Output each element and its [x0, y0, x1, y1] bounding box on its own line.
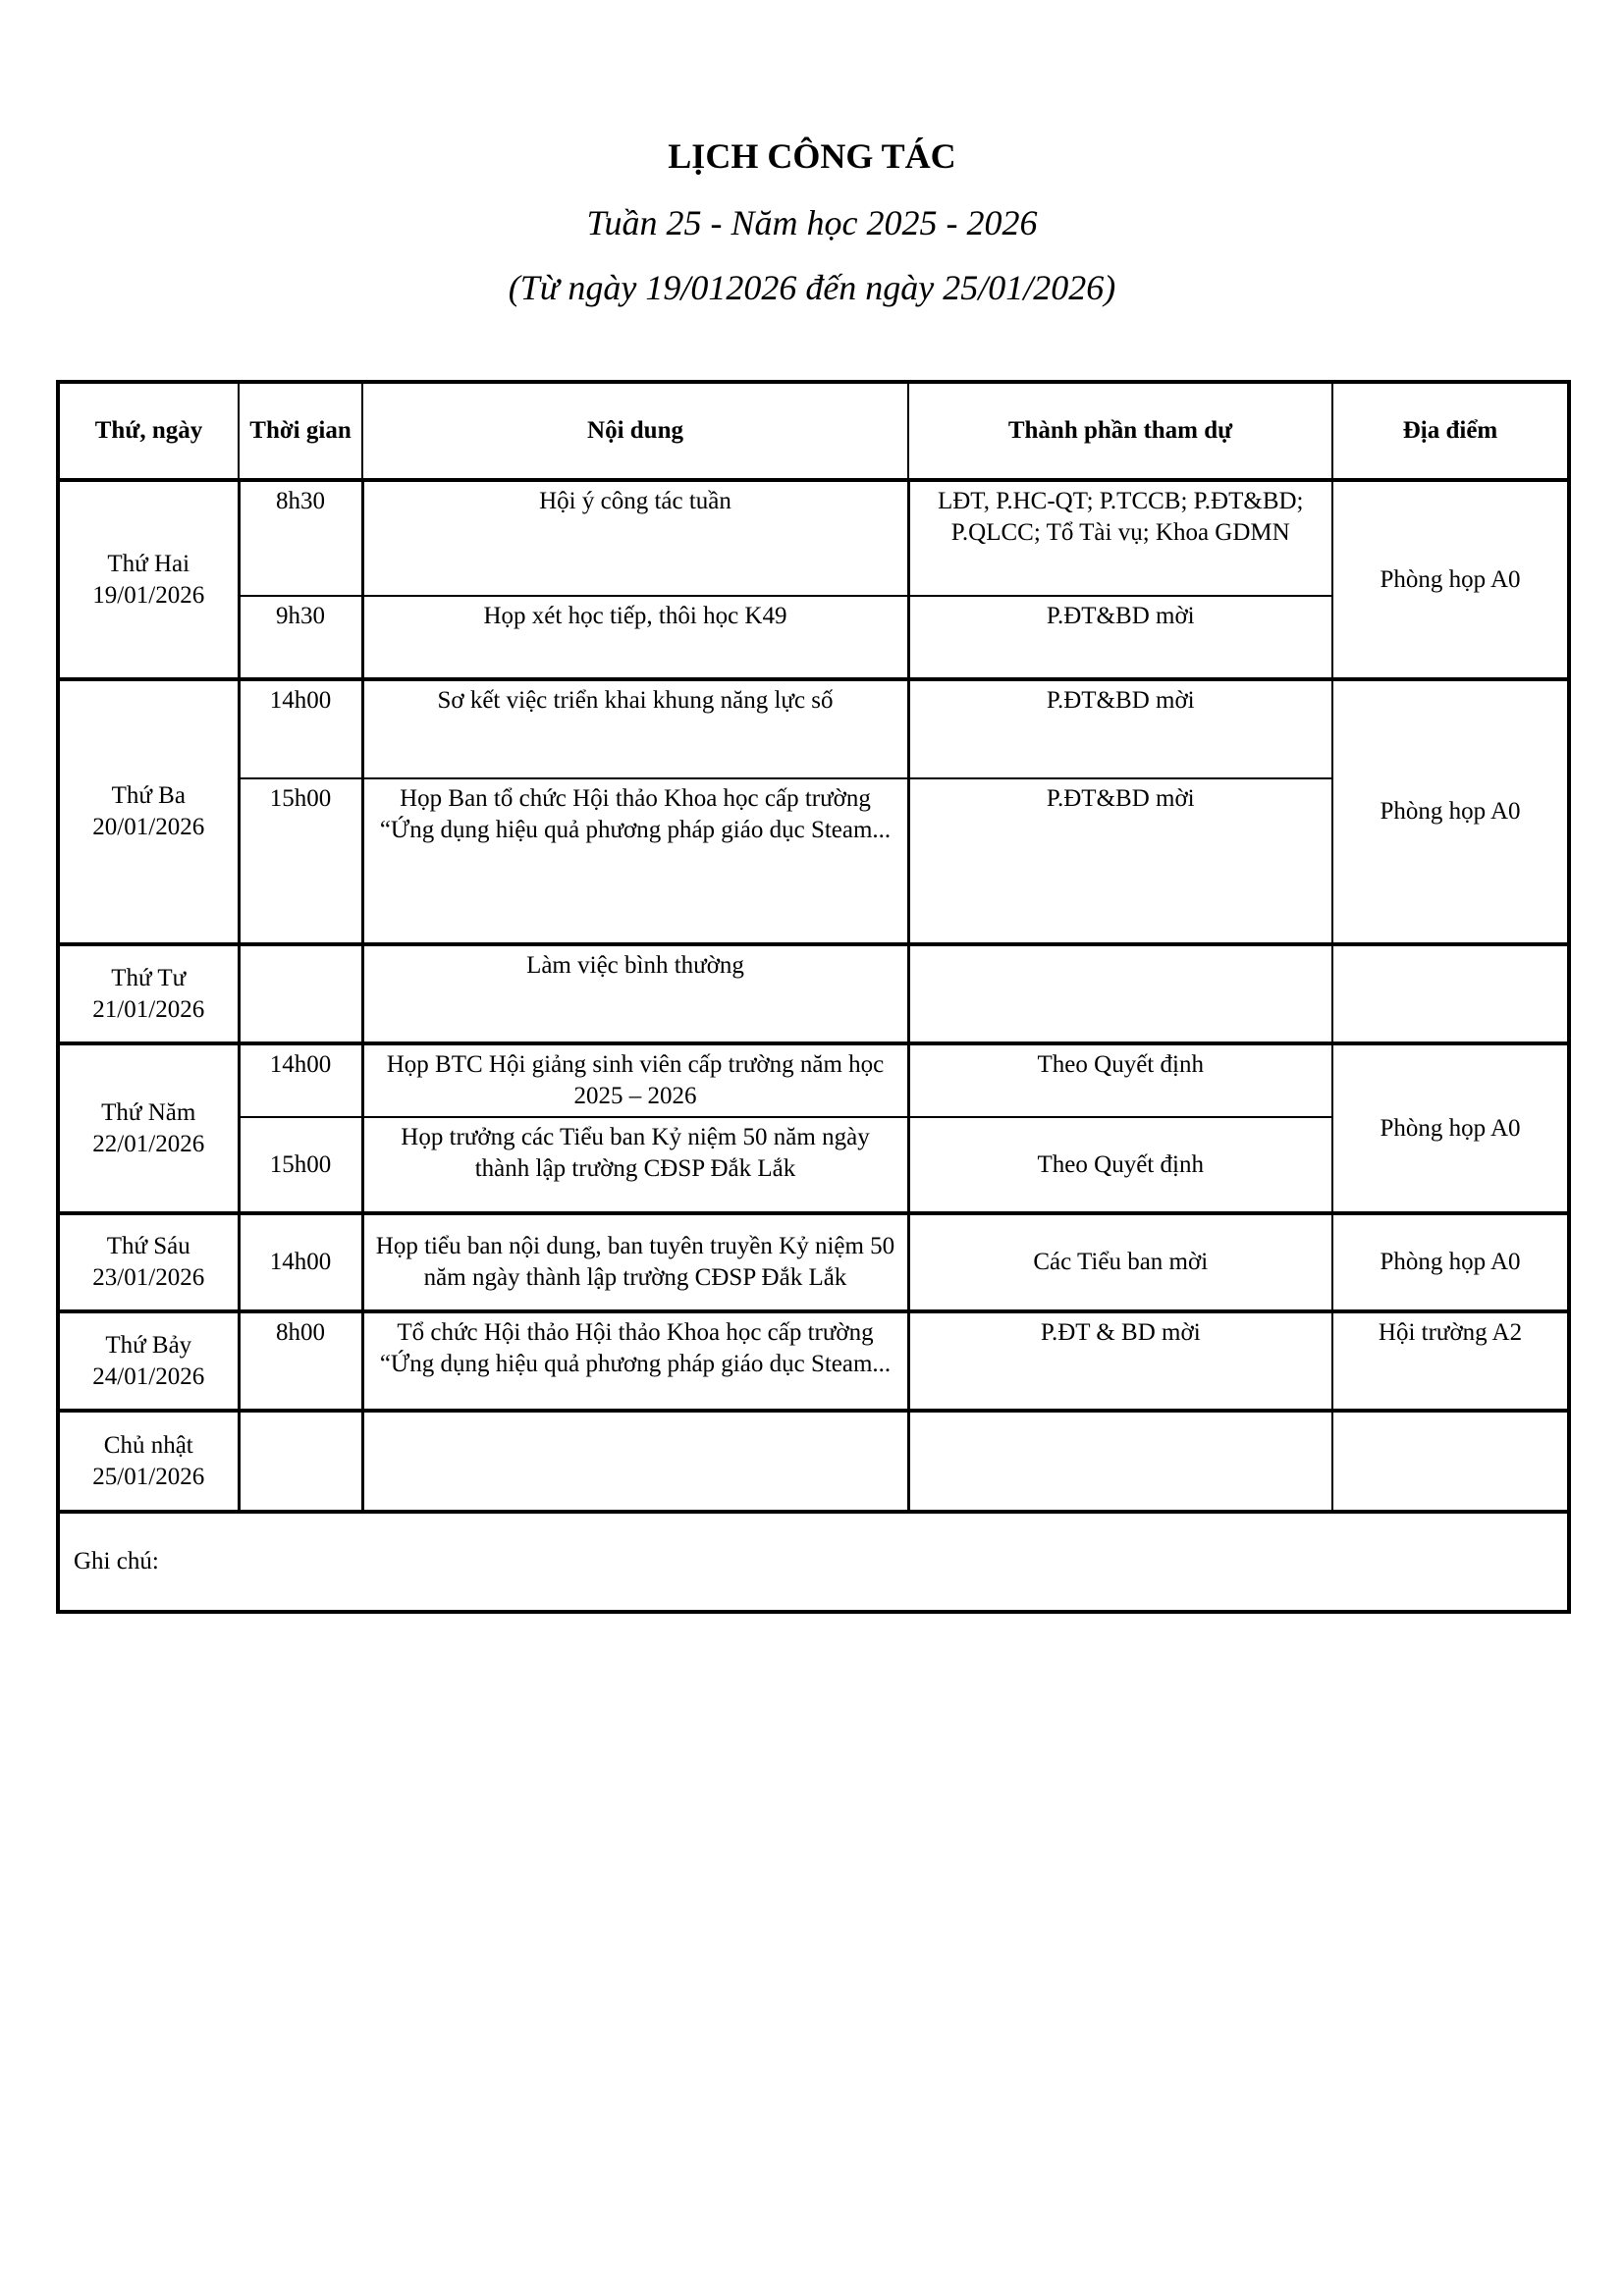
event-time: 14h00 — [269, 687, 332, 714]
column-header: Thứ, ngày — [58, 382, 239, 480]
event-content-cell — [362, 480, 908, 596]
day-cell — [58, 679, 239, 944]
table-row — [58, 1043, 1569, 1117]
day-date: 20/01/2026 — [92, 814, 205, 840]
event-time-cell — [239, 679, 362, 778]
event-content: Họp Ban tổ chức Hội thảo Khoa học cấp trường “Ứng dụng hiệu quả phương pháp giáo dục Steam... — [379, 785, 892, 843]
event-participants-cell — [908, 1213, 1332, 1311]
event-content-cell — [362, 1043, 908, 1117]
table-row — [58, 1411, 1569, 1512]
day-cell — [58, 1213, 239, 1311]
event-participants-cell — [908, 1043, 1332, 1117]
day-cell — [58, 480, 239, 679]
event-content-cell — [362, 944, 908, 1043]
event-participants-cell — [908, 778, 1332, 944]
day-name: Thứ Năm — [101, 1098, 196, 1126]
day-date: 21/01/2026 — [92, 995, 205, 1023]
event-content: Tổ chức Hội thảo Hội thảo Khoa học cấp trường “Ứng dụng hiệu quả phương pháp giáo dục Steam... — [379, 1319, 892, 1377]
event-content-cell — [362, 778, 908, 944]
event-time: 14h00 — [269, 1051, 332, 1078]
note-row — [58, 1512, 1569, 1612]
table-row — [58, 1311, 1569, 1411]
event-participants: P.ĐT&BD mời — [1046, 603, 1195, 629]
event-content-cell — [362, 1213, 908, 1311]
day-date: 24/01/2026 — [92, 1362, 205, 1390]
event-time-cell — [239, 944, 362, 1043]
event-location-cell — [1332, 1311, 1569, 1411]
event-content: Hội ý công tác tuần — [539, 488, 731, 514]
column-header: Thành phần tham dự — [908, 382, 1332, 480]
event-time-cell — [239, 1043, 362, 1117]
event-time: 9h30 — [276, 603, 325, 629]
day-date: 22/01/2026 — [92, 1130, 205, 1157]
day-cell — [58, 1311, 239, 1411]
event-content: Họp tiểu ban nội dung, ban tuyên truyền Kỷ niệm 50 năm ngày thành lập trường CĐSP Đắk Lắk — [375, 1233, 895, 1291]
event-time: 15h00 — [269, 785, 332, 812]
event-content-cell — [362, 1311, 908, 1411]
page-subtitle: Tuần 25 - Năm học 2025 - 2026 — [586, 203, 1038, 242]
event-time-cell — [239, 596, 362, 679]
event-content-cell — [362, 596, 908, 679]
day-date: 25/01/2026 — [92, 1463, 205, 1490]
column-header: Nội dung — [362, 382, 908, 480]
day-cell — [58, 944, 239, 1043]
event-participants-cell — [908, 679, 1332, 778]
event-time-cell — [239, 1311, 362, 1411]
event-participants-cell — [908, 1117, 1332, 1213]
table-row — [58, 1213, 1569, 1311]
day-date: 19/01/2026 — [92, 581, 205, 609]
event-location-cell — [1332, 1213, 1569, 1311]
event-participants-cell — [908, 944, 1332, 1043]
header-row — [58, 382, 1569, 480]
event-location: Hội trường A2 — [1378, 1319, 1523, 1346]
day-name: Thứ Bảy — [105, 1331, 192, 1359]
event-content: Làm việc bình thường — [526, 952, 744, 979]
event-location-cell — [1332, 1043, 1569, 1213]
event-location-cell — [1332, 480, 1569, 679]
day-name: Chủ nhật — [103, 1431, 193, 1459]
event-location: Phòng họp A0 — [1380, 565, 1521, 593]
event-content-cell — [362, 1117, 908, 1213]
event-location: Phòng họp A0 — [1380, 798, 1521, 825]
day-name: Thứ Sáu — [106, 1233, 190, 1259]
event-time: 15h00 — [269, 1150, 332, 1178]
event-location-cell — [1332, 679, 1569, 944]
event-location-cell — [1332, 1411, 1569, 1512]
note-cell — [58, 1512, 1569, 1612]
event-content-cell — [362, 679, 908, 778]
column-header: Thời gian — [239, 382, 362, 480]
day-cell — [58, 1411, 239, 1512]
event-content: Họp BTC Hội giảng sinh viên cấp trường năm học 2025 – 2026 — [386, 1051, 885, 1109]
event-participants-cell — [908, 480, 1332, 596]
event-participants-cell — [908, 1311, 1332, 1411]
event-time-cell — [239, 1411, 362, 1512]
table-row — [58, 679, 1569, 778]
event-location-cell — [1332, 944, 1569, 1043]
event-participants: LĐT, P.HC-QT; P.TCCB; P.ĐT&BD; P.QLCC; Tổ Tài vụ; Khoa GDMN — [937, 488, 1304, 546]
event-participants-cell — [908, 596, 1332, 679]
event-content-cell — [362, 1411, 908, 1512]
page-title: LỊCH CÔNG TÁC — [668, 136, 956, 176]
column-header: Địa điểm — [1332, 382, 1569, 480]
event-content: Sơ kết việc triển khai khung năng lực số — [437, 687, 834, 714]
event-location: Phòng họp A0 — [1380, 1249, 1521, 1275]
event-time: 14h00 — [269, 1249, 332, 1275]
event-time: 8h00 — [276, 1319, 325, 1346]
event-content: Họp trưởng các Tiểu ban Kỷ niệm 50 năm ngày thành lập trường CĐSP Đắk Lắk — [401, 1124, 870, 1182]
event-participants: Các Tiểu ban mời — [1033, 1249, 1209, 1275]
schedule-table — [56, 380, 1571, 1614]
event-participants-cell — [908, 1411, 1332, 1512]
day-name: Thứ Hai — [107, 550, 190, 577]
date-range: (Từ ngày 19/012026 đến ngày 25/01/2026) — [508, 268, 1116, 307]
event-time-cell — [239, 480, 362, 596]
event-time-cell — [239, 778, 362, 944]
event-time-cell — [239, 1117, 362, 1213]
day-name: Thứ Tư — [111, 964, 187, 991]
event-location: Phòng họp A0 — [1380, 1114, 1521, 1142]
event-content: Họp xét học tiếp, thôi học K49 — [483, 603, 787, 629]
day-date: 23/01/2026 — [92, 1264, 205, 1291]
event-participants: Theo Quyết định — [1037, 1150, 1204, 1178]
event-participants: P.ĐT&BD mời — [1046, 785, 1195, 812]
event-participants: P.ĐT & BD mời — [1040, 1319, 1201, 1346]
note-label: Ghi chú: — [74, 1548, 159, 1575]
table-row — [58, 944, 1569, 1043]
day-cell — [58, 1043, 239, 1213]
table-row — [58, 480, 1569, 596]
event-time-cell — [239, 1213, 362, 1311]
event-participants: Theo Quyết định — [1037, 1051, 1204, 1078]
event-time: 8h30 — [276, 488, 325, 514]
day-name: Thứ Ba — [111, 782, 186, 809]
event-participants: P.ĐT&BD mời — [1046, 687, 1195, 714]
